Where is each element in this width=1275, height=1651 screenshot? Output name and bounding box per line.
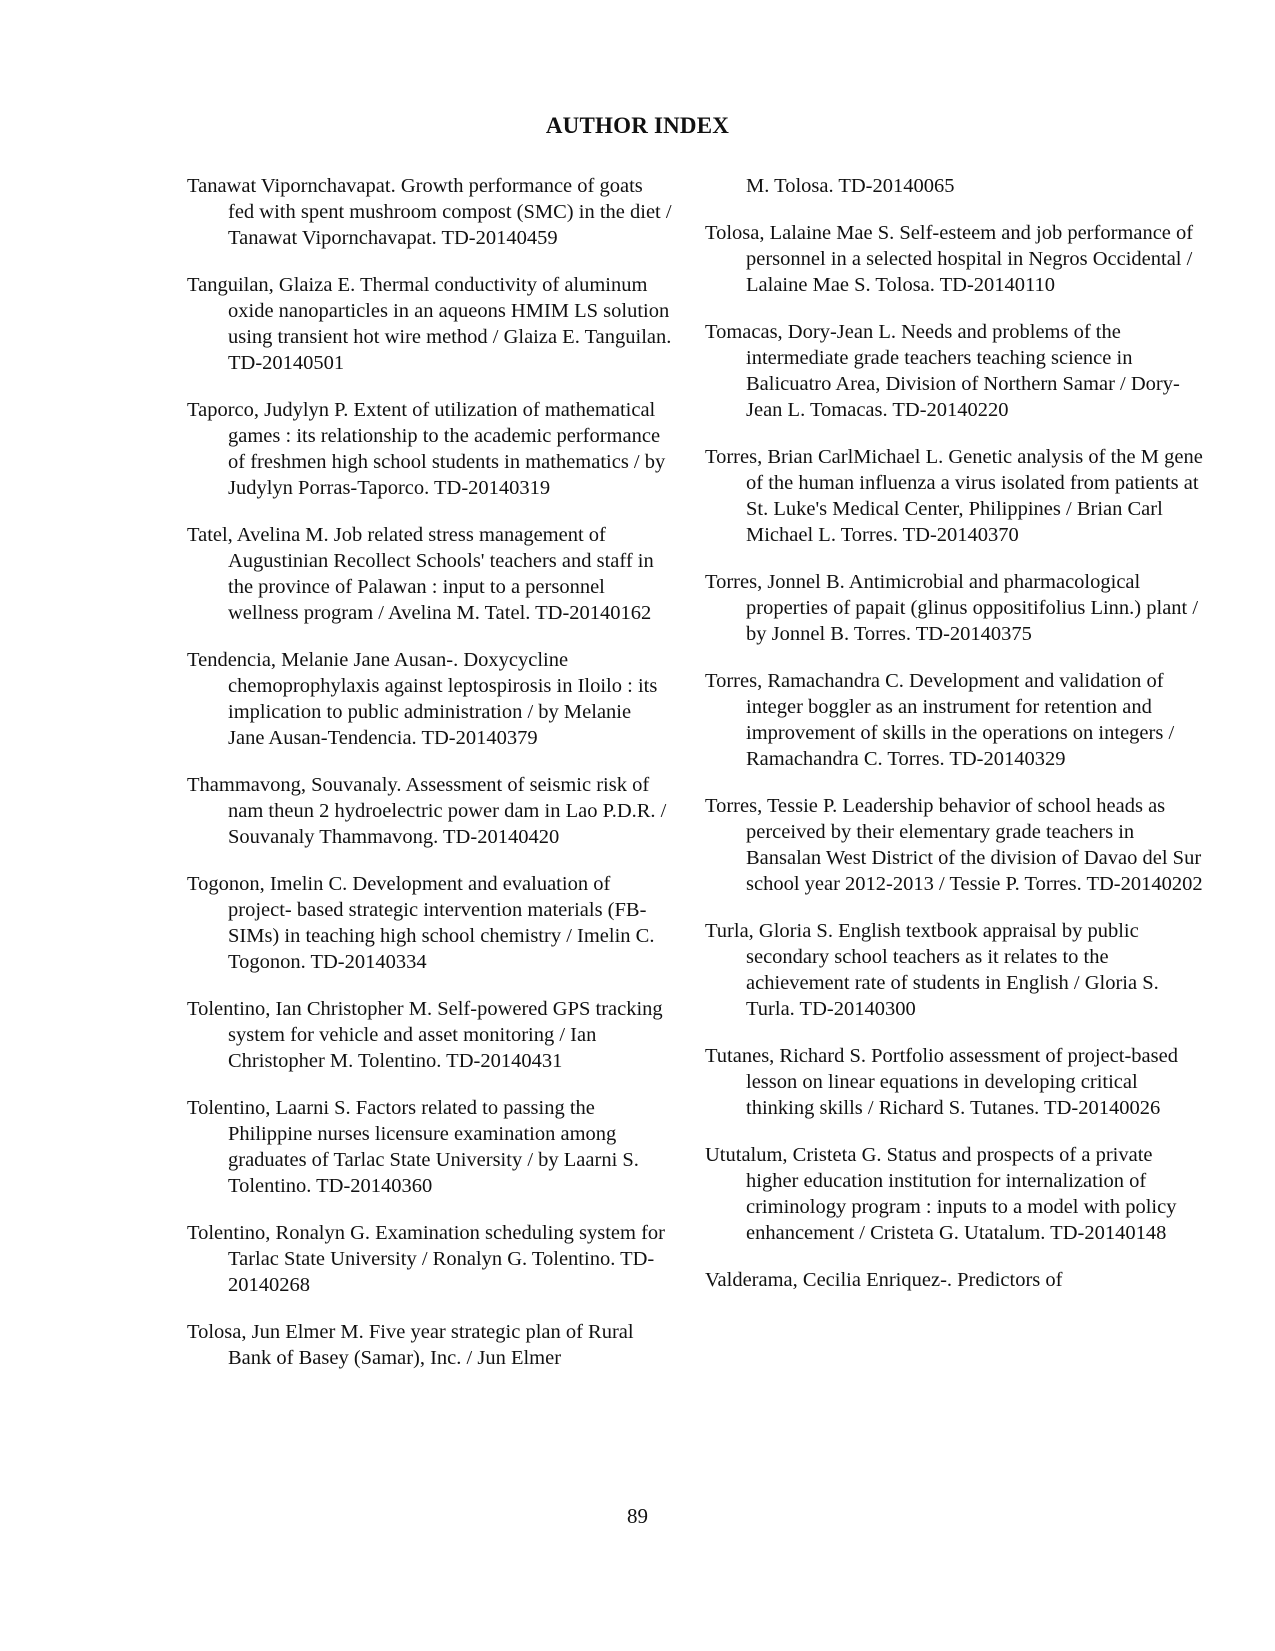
index-entry: Thammavong, Souvanaly. Assessment of seismic risk of nam theun 2 hydroelectric power dam in Lao P.D.R. / Souvanaly Thammavong. TD-20140420 [187,774,667,848]
index-entry: Tomacas, Dory-Jean L. Needs and problems of the intermediate grade teachers teaching science in Balicuatro Area, Division of Northern Samar / Dory-Jean L. Tomacas. TD-20140220 [705,321,1180,421]
index-entry: Ututalum, Cristeta G. Status and prospects of a private higher education institution for internalization of criminology program : inputs to a model with policy enhancement / Cristeta G. Utatalum. TD-20140148 [705,1144,1177,1244]
right-column [705,173,1205,1314]
index-entry: Torres, Tessie P. Leadership behavior of school heads as perceived by their elementary grade teachers in Bansalan West District of the division of Davao del Sur school year 2012-2013 / Tessie P. Torres. TD-20140202 [705,795,1203,895]
index-entry: Tendencia, Melanie Jane Ausan-. Doxycycline chemoprophylaxis against leptospirosis in Iloilo : its implication to public administration / by Melanie Jane Ausan-Tendencia. TD-20140379 [187,649,658,749]
index-entry: Taporco, Judylyn P. Extent of utilization of mathematical games : its relationship to the academic performance of freshmen high school students in mathematics / by Judylyn Porras-Taporco. TD-20140319 [187,399,666,499]
index-entry: Tanawat Vipornchavapat. Growth performance of goats fed with spent mushroom compost (SMC) in the diet / Tanawat Vipornchavapat. TD-20140459 [187,175,672,249]
page-title: AUTHOR INDEX [545,113,730,138]
index-entry-continuation: M. Tolosa. TD-20140065 [746,175,955,197]
page-number: 89 [627,1504,648,1528]
index-entry: Tolentino, Ian Christopher M. Self-powered GPS tracking system for vehicle and asset monitoring / Ian Christopher M. Tolentino. TD-20140431 [187,998,663,1072]
index-entry: Tolosa, Jun Elmer M. Five year strategic plan of Rural Bank of Basey (Samar), Inc. / Jun Elmer [187,1321,634,1369]
index-entry: Torres, Jonnel B. Antimicrobial and pharmacological properties of papait (glinus oppositifolius Linn.) plant / by Jonnel B. Torres. TD-20140375 [705,571,1199,645]
index-entry: Tanguilan, Glaiza E. Thermal conductivity of aluminum oxide nanoparticles in an aqueons HMIM LS solution using transient hot wire method / Glaiza E. Tanguilan. TD-20140501 [187,274,672,374]
index-entry: Tutanes, Richard S. Portfolio assessment of project-based lesson on linear equations in developing critical thinking skills / Richard S. Tutanes. TD-20140026 [705,1045,1178,1119]
index-entry: Tolosa, Lalaine Mae S. Self-esteem and job performance of personnel in a selected hospital in Negros Occidental / Lalaine Mae S. Tolosa. TD-20140110 [705,222,1194,296]
index-entry: Togonon, Imelin C. Development and evaluation of project- based strategic intervention materials (FB-SIMs) in teaching high school chemistry / Imelin C. Togonon. TD-20140334 [187,873,655,973]
left-column [187,173,672,1392]
index-entry: Torres, Brian CarlMichael L. Genetic analysis of the M gene of the human influenza a virus isolated from patients at St. Luke's Medical Center, Philippines / Brian Carl Michael L. Torres. TD-20140370 [705,446,1203,546]
index-entry: Tolentino, Ronalyn G. Examination scheduling system for Tarlac State University / Ronalyn G. Tolentino. TD-20140268 [187,1222,665,1296]
index-entry: Tolentino, Laarni S. Factors related to passing the Philippine nurses licensure examination among graduates of Tarlac State University / by Laarni S. Tolentino. TD-20140360 [187,1097,639,1197]
index-entry: Turla, Gloria S. English textbook appraisal by public secondary school teachers as it relates to the achievement rate of students in English / Gloria S. Turla. TD-20140300 [705,920,1159,1020]
index-entry: Tatel, Avelina M. Job related stress management of Augustinian Recollect Schools' teachers and staff in the province of Palawan : input to a personnel wellness program / Avelina M. Tatel. TD-20140162 [187,524,654,624]
index-entry: Torres, Ramachandra C. Development and validation of integer boggler as an instrument for retention and improvement of skills in the operations on integers / Ramachandra C. Torres. TD-20140329 [705,670,1175,770]
index-entry: Valderama, Cecilia Enriquez-. Predictors of [705,1269,1063,1291]
